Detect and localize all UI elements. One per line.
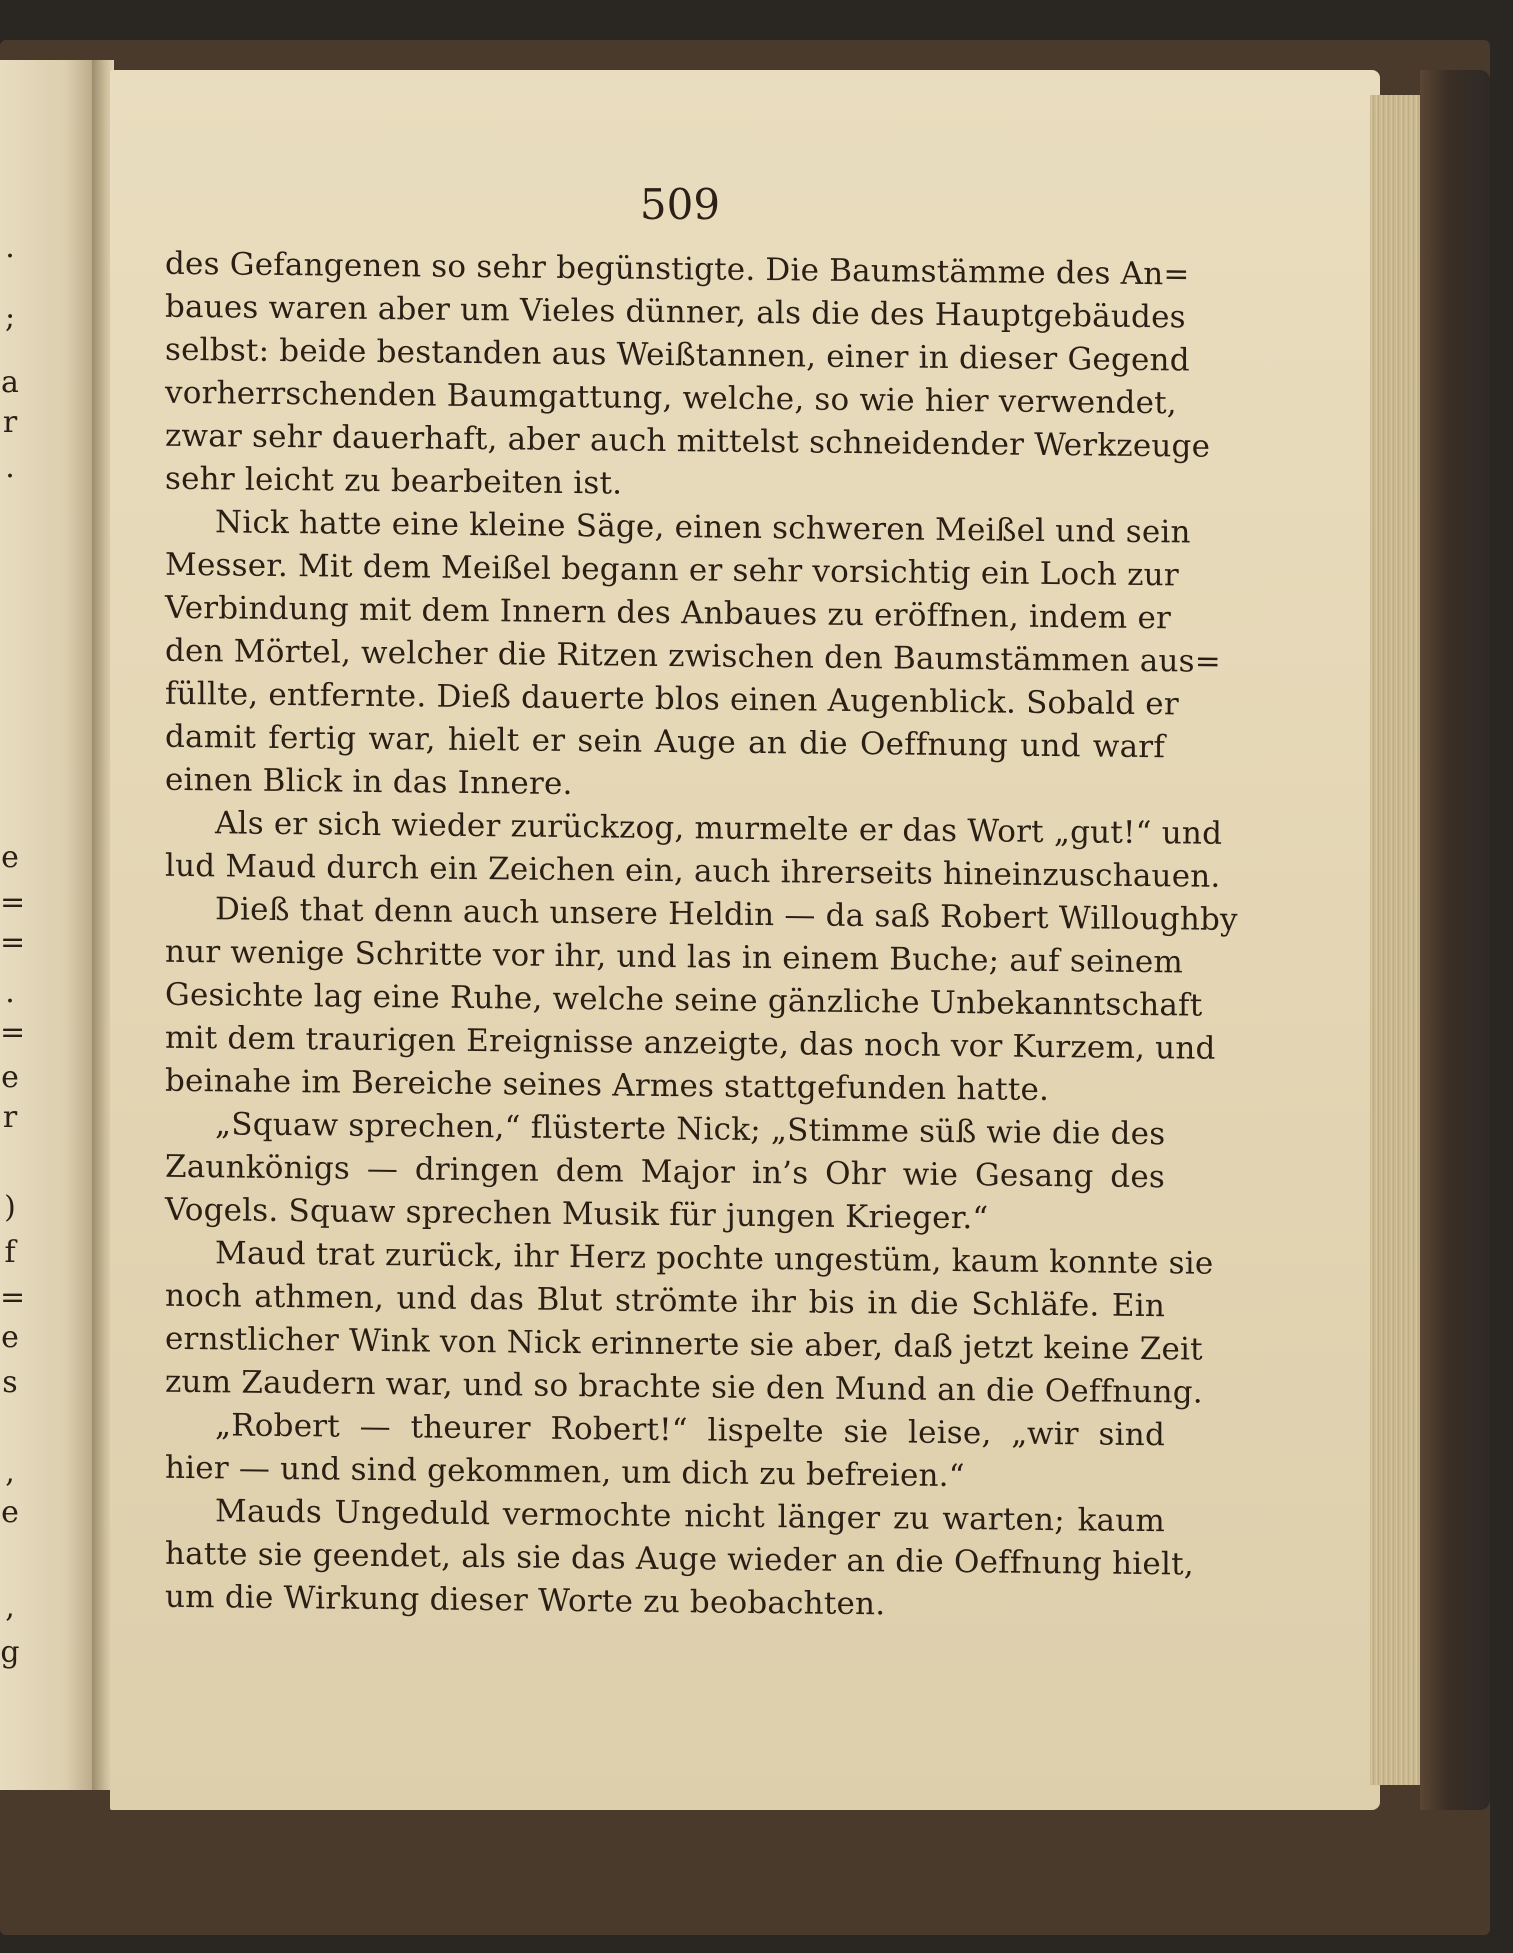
left-page-fragment: = [0, 1015, 26, 1050]
text-line: Vogels. Squaw sprechen Musik für jungen Krieger.“ [165, 1191, 989, 1237]
text-line: ernstlicher Wink von Nick erinnerte sie aber, daß jetzt keine Zeit [165, 1320, 1203, 1368]
text-line: „Robert — theurer Robert!“ lispelte sie leise, „wir sind [215, 1407, 1165, 1454]
text-line: einen Blick in das Innere. [165, 761, 573, 803]
left-page-fragment: = [0, 1280, 26, 1315]
text-line: füllte, entfernte. Dieß dauerte blos einen Augenblick. Sobald er [165, 675, 1179, 723]
left-page-fragment: . [5, 450, 15, 485]
left-page-fragment: s [2, 1365, 18, 1400]
text-line: damit fertig war, hielt er sein Auge an die Oeffnung und warf [165, 718, 1165, 766]
text-line: hatte sie geendet, als sie das Auge wieder an die Oeffnung hielt, [165, 1535, 1194, 1583]
text-line: Dieß that denn auch unsere Heldin — da saß Robert Willoughby [215, 891, 1238, 938]
text-line: Maud trat zurück, ihr Herz pochte ungestüm, kaum konnte sie [215, 1235, 1214, 1282]
page-edges [1370, 95, 1425, 1785]
text-line: baues waren aber um Vieles dünner, als die des Hauptgebäudes [165, 288, 1186, 336]
text-line: mit dem traurigen Ereignisse anzeigte, das noch vor Kurzem, und [165, 1019, 1216, 1067]
left-page-fragment: e [1, 1495, 19, 1530]
left-page-fragment: . [5, 975, 15, 1010]
text-line: beinahe im Bereiche seines Armes stattgefunden hatte. [165, 1062, 1050, 1109]
text-line: sehr leicht zu bearbeiten ist. [165, 460, 623, 502]
left-page-fragment: f [4, 1235, 16, 1270]
text-line: hier — und sind gekommen, um dich zu befreien.“ [165, 1449, 965, 1495]
text-line: den Mörtel, welcher die Ritzen zwischen den Baumstämmen aus= [165, 632, 1221, 680]
book-cover-edge [1420, 70, 1490, 1810]
left-page-fragment: g [0, 1635, 20, 1670]
left-page-fragment: e [1, 1320, 19, 1355]
text-line: des Gefangenen so sehr begünstigte. Die Baumstämme des An= [165, 245, 1190, 293]
text-line: Messer. Mit dem Meißel begann er sehr vorsichtig ein Loch zur [165, 546, 1179, 594]
left-page-fragment: ; [4, 300, 16, 335]
text-line: Mauds Ungeduld vermochte nicht länger zu warten; kaum [215, 1493, 1165, 1540]
left-page-edge [0, 60, 95, 1790]
text-line: lud Maud durch ein Zeichen ein, auch ihrerseits hineinzuschauen. [165, 847, 1221, 895]
left-page-fragment: ) [4, 1190, 16, 1225]
text-line: Zaunkönigs — dringen dem Major in’s Ohr wie Gesang des [165, 1148, 1165, 1196]
text-line: Als er sich wieder zurückzog, murmelte er das Wort „gut!“ und [215, 805, 1223, 852]
left-page-fragment: , [5, 1455, 15, 1490]
text-line: „Squaw sprechen,“ flüsterte Nick; „Stimme süß wie die des [215, 1106, 1166, 1153]
page-number: 509 [639, 180, 721, 229]
text-line: zwar sehr dauerhaft, aber auch mittelst schneidender Werkzeuge [165, 417, 1211, 465]
text-line: Verbindung mit dem Innern des Anbaues zu eröffnen, indem er [165, 589, 1172, 637]
left-page-fragment: . [5, 230, 15, 265]
left-page-fragment: e [1, 1060, 19, 1095]
text-line: selbst: beide bestanden aus Weißtannen, einer in dieser Gegend [165, 331, 1190, 379]
text-line: Nick hatte eine kleine Säge, einen schweren Meißel und sein [215, 504, 1191, 551]
body-text [165, 245, 1238, 1624]
left-page-fragment: = [0, 885, 26, 920]
text-line: um die Wirkung dieser Worte zu beobachten. [165, 1578, 886, 1623]
left-page-fragment: e [1, 840, 19, 875]
text-line: vorherrschenden Baumgattung, welche, so wie hier verwendet, [165, 374, 1177, 422]
text-line: noch athmen, und das Blut strömte ihr bis in die Schläfe. Ein [165, 1277, 1165, 1325]
text-line: nur wenige Schritte vor ihr, und las in einem Buche; auf seinem [165, 933, 1183, 981]
text-line: zum Zaudern war, und so brachte sie den Mund an die Oeffnung. [165, 1363, 1203, 1411]
left-page-fragment: r [2, 1100, 18, 1135]
left-page-fragment: r [2, 405, 18, 440]
left-page-fragment: = [0, 925, 26, 960]
left-page-fragment: a [1, 365, 19, 400]
left-page-fragment: , [5, 1590, 15, 1625]
text-line: Gesichte lag eine Ruhe, welche seine gänzliche Unbekanntschaft [165, 976, 1203, 1024]
